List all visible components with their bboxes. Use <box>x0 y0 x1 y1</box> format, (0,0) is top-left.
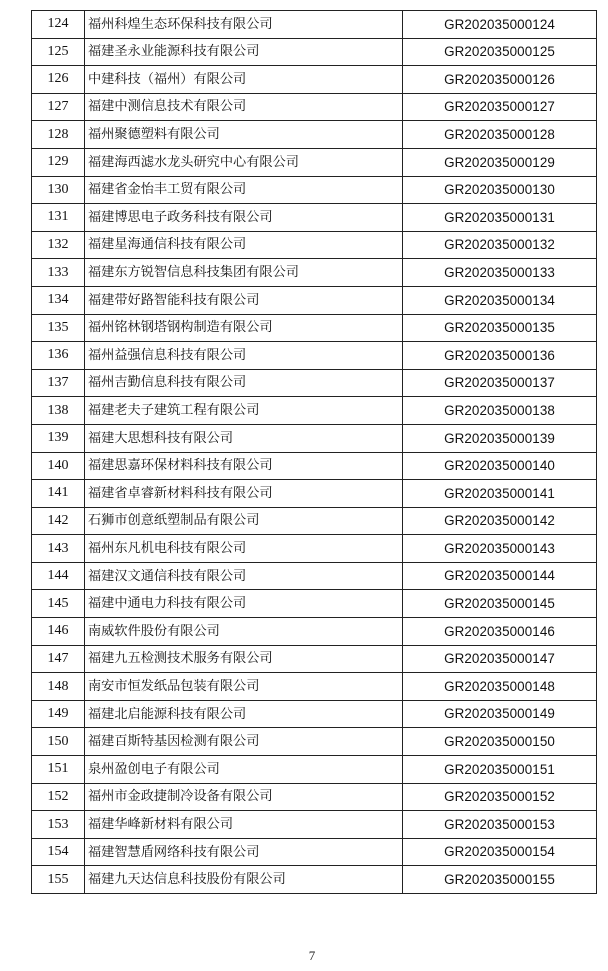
certificate-number: GR202035000137 <box>403 369 597 397</box>
table-row <box>32 38 597 66</box>
row-number: 136 <box>32 342 85 370</box>
table-row <box>32 93 597 121</box>
certificate-number: GR202035000153 <box>403 811 597 839</box>
certificate-number: GR202035000140 <box>403 452 597 480</box>
table-row <box>32 507 597 535</box>
table-row <box>32 121 597 149</box>
row-number: 129 <box>32 148 85 176</box>
company-name: 福州东凡机电科技有限公司 <box>85 535 403 563</box>
table-row <box>32 700 597 728</box>
row-number: 152 <box>32 783 85 811</box>
table-row <box>32 645 597 673</box>
company-name: 福建海西滤水龙头研究中心有限公司 <box>85 148 403 176</box>
certificate-number: GR202035000151 <box>403 756 597 784</box>
row-number: 150 <box>32 728 85 756</box>
company-name: 福建九五检测技术服务有限公司 <box>85 645 403 673</box>
row-number: 130 <box>32 176 85 204</box>
company-name: 福建智慧盾网络科技有限公司 <box>85 838 403 866</box>
row-number: 146 <box>32 618 85 646</box>
row-number: 139 <box>32 424 85 452</box>
certificate-number: GR202035000138 <box>403 397 597 425</box>
company-name: 南威软件股份有限公司 <box>85 618 403 646</box>
table-row <box>32 838 597 866</box>
certificate-number: GR202035000126 <box>403 66 597 94</box>
row-number: 147 <box>32 645 85 673</box>
table-row <box>32 314 597 342</box>
row-number: 141 <box>32 480 85 508</box>
table-row <box>32 176 597 204</box>
row-number: 143 <box>32 535 85 563</box>
row-number: 126 <box>32 66 85 94</box>
table-body <box>32 11 597 894</box>
table-row <box>32 397 597 425</box>
company-name: 福建星海通信科技有限公司 <box>85 231 403 259</box>
row-number: 148 <box>32 673 85 701</box>
certificate-number: GR202035000143 <box>403 535 597 563</box>
table-row <box>32 562 597 590</box>
table-row <box>32 259 597 287</box>
company-name: 福州科煌生态环保科技有限公司 <box>85 11 403 39</box>
certificate-number: GR202035000134 <box>403 286 597 314</box>
certificate-number: GR202035000152 <box>403 783 597 811</box>
row-number: 154 <box>32 838 85 866</box>
certificate-number: GR202035000139 <box>403 424 597 452</box>
certificate-number: GR202035000127 <box>403 93 597 121</box>
certificate-number: GR202035000144 <box>403 562 597 590</box>
company-name: 福州益强信息科技有限公司 <box>85 342 403 370</box>
certificate-number: GR202035000142 <box>403 507 597 535</box>
table-row <box>32 342 597 370</box>
company-name: 福州市金政捷制冷设备有限公司 <box>85 783 403 811</box>
company-name: 石狮市创意纸塑制品有限公司 <box>85 507 403 535</box>
company-name: 福建圣永业能源科技有限公司 <box>85 38 403 66</box>
row-number: 127 <box>32 93 85 121</box>
row-number: 124 <box>32 11 85 39</box>
company-name: 福建九天达信息科技股份有限公司 <box>85 866 403 894</box>
table-row <box>32 204 597 232</box>
table-row <box>32 590 597 618</box>
certificate-number: GR202035000145 <box>403 590 597 618</box>
company-name: 南安市恒发纸品包装有限公司 <box>85 673 403 701</box>
company-name: 中建科技（福州）有限公司 <box>85 66 403 94</box>
table-row <box>32 11 597 39</box>
certificate-number: GR202035000132 <box>403 231 597 259</box>
row-number: 144 <box>32 562 85 590</box>
table-row <box>32 866 597 894</box>
row-number: 128 <box>32 121 85 149</box>
table-row <box>32 286 597 314</box>
certificate-number: GR202035000155 <box>403 866 597 894</box>
company-name: 福建汉文通信科技有限公司 <box>85 562 403 590</box>
row-number: 125 <box>32 38 85 66</box>
row-number: 153 <box>32 811 85 839</box>
row-number: 142 <box>32 507 85 535</box>
table-row <box>32 424 597 452</box>
certificate-number: GR202035000135 <box>403 314 597 342</box>
certificate-number: GR202035000131 <box>403 204 597 232</box>
table-row <box>32 618 597 646</box>
table-row <box>32 535 597 563</box>
company-name: 福建带好路智能科技有限公司 <box>85 286 403 314</box>
page-number: 7 <box>308 948 316 963</box>
row-number: 135 <box>32 314 85 342</box>
company-name: 福建北启能源科技有限公司 <box>85 700 403 728</box>
certificate-number: GR202035000125 <box>403 38 597 66</box>
row-number: 131 <box>32 204 85 232</box>
company-name: 福建中测信息技术有限公司 <box>85 93 403 121</box>
table-row <box>32 728 597 756</box>
row-number: 151 <box>32 756 85 784</box>
row-number: 145 <box>32 590 85 618</box>
certificate-number: GR202035000148 <box>403 673 597 701</box>
company-name: 福建省卓睿新材料科技有限公司 <box>85 480 403 508</box>
company-certificate-table <box>31 10 597 894</box>
company-name: 福州聚德塑料有限公司 <box>85 121 403 149</box>
certificate-number: GR202035000147 <box>403 645 597 673</box>
company-name: 福建思嘉环保材料科技有限公司 <box>85 452 403 480</box>
table-row <box>32 811 597 839</box>
table-row <box>32 148 597 176</box>
company-name: 福建省金怡丰工贸有限公司 <box>85 176 403 204</box>
row-number: 137 <box>32 369 85 397</box>
certificate-number: GR202035000146 <box>403 618 597 646</box>
company-name: 福建华峰新材料有限公司 <box>85 811 403 839</box>
row-number: 134 <box>32 286 85 314</box>
table-row <box>32 756 597 784</box>
row-number: 138 <box>32 397 85 425</box>
certificate-number: GR202035000136 <box>403 342 597 370</box>
certificate-number: GR202035000124 <box>403 11 597 39</box>
company-name: 福州铭林钢塔钢构制造有限公司 <box>85 314 403 342</box>
row-number: 149 <box>32 700 85 728</box>
table-row <box>32 231 597 259</box>
certificate-number: GR202035000130 <box>403 176 597 204</box>
table-row <box>32 673 597 701</box>
certificate-number: GR202035000150 <box>403 728 597 756</box>
table-row <box>32 783 597 811</box>
certificate-number: GR202035000128 <box>403 121 597 149</box>
certificate-number: GR202035000154 <box>403 838 597 866</box>
row-number: 140 <box>32 452 85 480</box>
table-row <box>32 480 597 508</box>
company-name: 福州吉勤信息科技有限公司 <box>85 369 403 397</box>
table-row <box>32 66 597 94</box>
company-name: 福建百斯特基因检测有限公司 <box>85 728 403 756</box>
table-row <box>32 369 597 397</box>
certificate-number: GR202035000141 <box>403 480 597 508</box>
row-number: 155 <box>32 866 85 894</box>
company-name: 福建东方锐智信息科技集团有限公司 <box>85 259 403 287</box>
certificate-number: GR202035000129 <box>403 148 597 176</box>
company-name: 福建大思想科技有限公司 <box>85 424 403 452</box>
company-name: 福建博思电子政务科技有限公司 <box>85 204 403 232</box>
certificate-number: GR202035000149 <box>403 700 597 728</box>
table-row <box>32 452 597 480</box>
company-name: 泉州盈创电子有限公司 <box>85 756 403 784</box>
company-name: 福建中通电力科技有限公司 <box>85 590 403 618</box>
row-number: 133 <box>32 259 85 287</box>
certificate-number: GR202035000133 <box>403 259 597 287</box>
company-name: 福建老夫子建筑工程有限公司 <box>85 397 403 425</box>
row-number: 132 <box>32 231 85 259</box>
